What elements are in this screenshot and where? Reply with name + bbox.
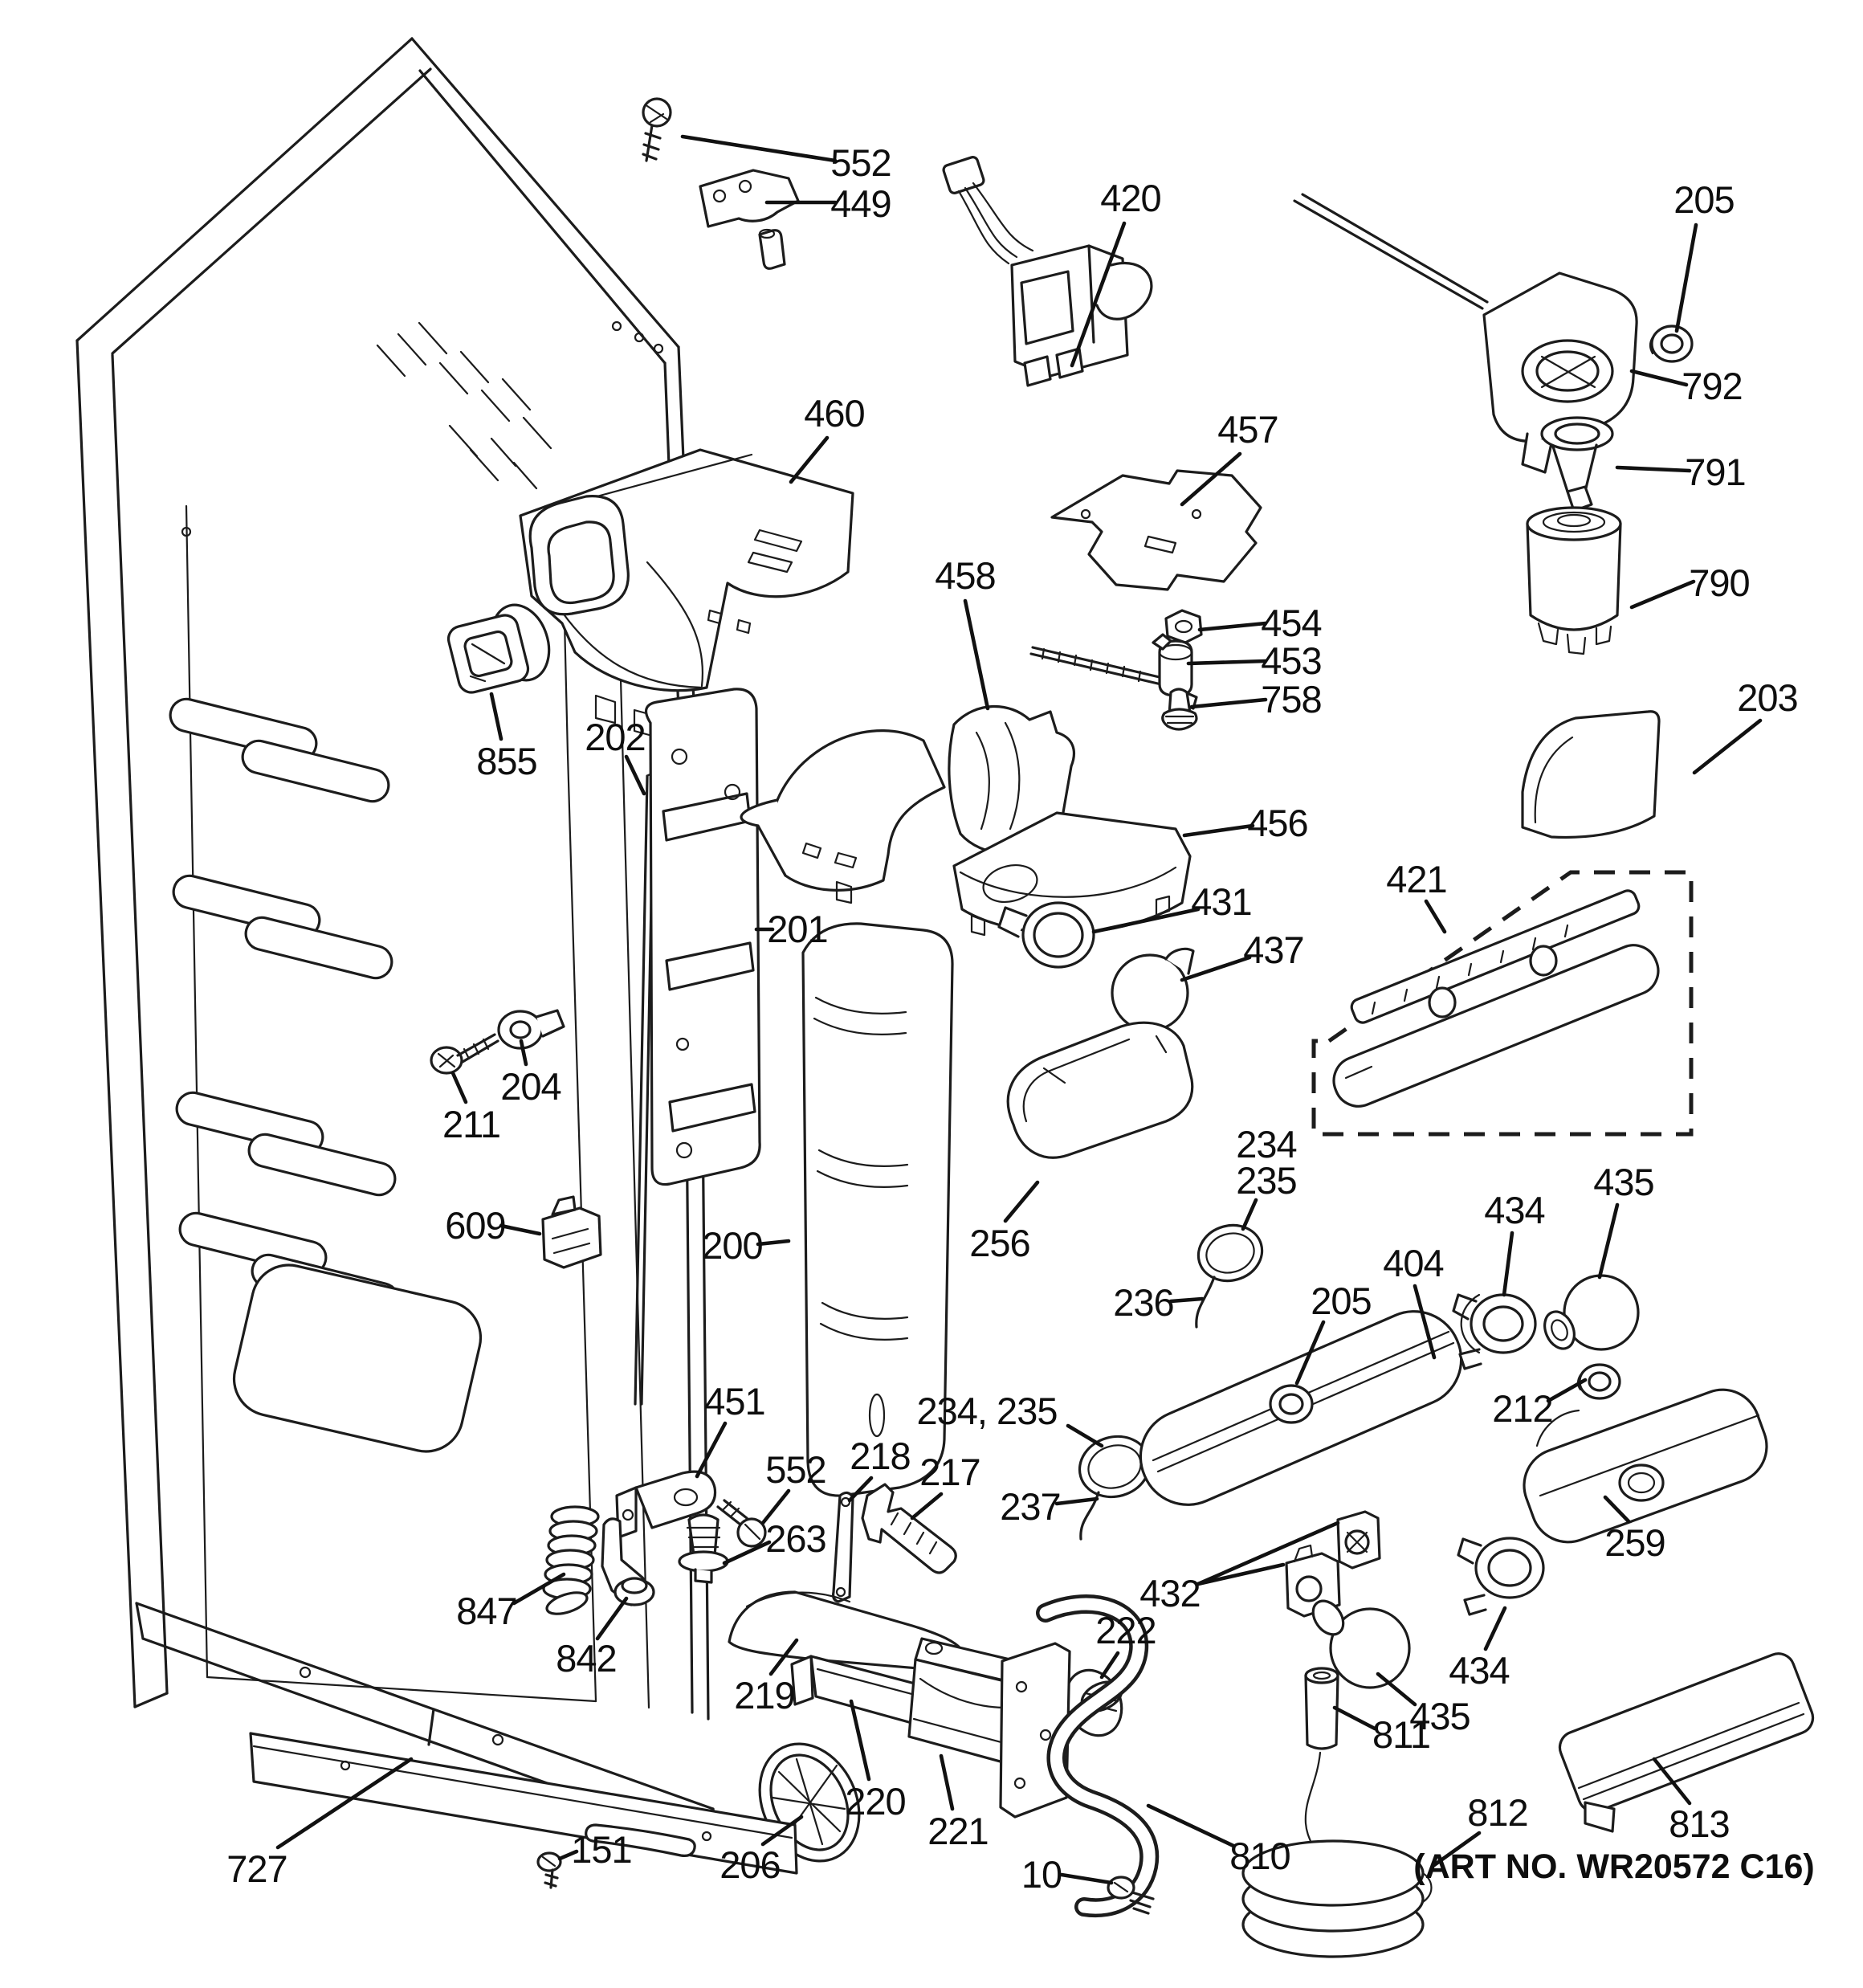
leader-line [1102, 1653, 1118, 1677]
part-460-air-duct-drawing [520, 450, 853, 736]
part-552-screw-top-drawing [643, 99, 671, 161]
leader-line [912, 1494, 941, 1518]
part-label-458 [935, 554, 995, 708]
leader-line [1632, 371, 1686, 385]
leader-line [791, 438, 827, 482]
part-205-grommet-mid-drawing [1270, 1386, 1312, 1423]
part-number-text: 212 [1492, 1387, 1553, 1430]
part-727-panel-drawing [251, 1733, 797, 1873]
part-number-text: 404 [1383, 1242, 1444, 1284]
leader-line [1548, 1380, 1585, 1401]
part-label-204 [500, 1041, 561, 1108]
part-435-bulb-upper-drawing [1539, 1276, 1638, 1353]
part-label-453 [1188, 639, 1322, 682]
part-number-text: 217 [919, 1451, 980, 1493]
part-number-text: 758 [1261, 678, 1322, 720]
part-label-552 [763, 1448, 826, 1523]
art-number-text: (ART NO. WR20572 C16) [1413, 1847, 1815, 1886]
part-number-text: 791 [1685, 451, 1746, 493]
part-label-200 [702, 1224, 789, 1267]
leader-line [1600, 1205, 1617, 1277]
part-number-text: 437 [1243, 929, 1304, 971]
part-label-201 [756, 908, 828, 950]
part-number-text: 813 [1669, 1802, 1730, 1845]
part-number-text: 219 [734, 1674, 795, 1717]
part-label-256 [969, 1182, 1037, 1264]
leader-line [1184, 826, 1253, 835]
part-number-text: 432 [1139, 1572, 1201, 1614]
part-number-text: 855 [476, 740, 537, 782]
part-label-421 [1386, 858, 1446, 932]
part-label-211 [442, 1073, 500, 1145]
part-217-auger-drawing [862, 1484, 956, 1573]
leader-line [1198, 1565, 1283, 1584]
leader-line [453, 1073, 466, 1102]
part-number-text: 847 [456, 1590, 517, 1632]
part-236-wire-ring-drawing [1192, 1218, 1269, 1327]
leader-line [1632, 582, 1694, 607]
part-label-237 [1000, 1485, 1097, 1528]
part-label-151 [560, 1828, 632, 1871]
part-label-217 [912, 1451, 980, 1518]
leader-line [1057, 1499, 1097, 1504]
part-label-811 [1335, 1708, 1430, 1756]
part-label-203 [1694, 676, 1798, 773]
part-431-collar-drawing [999, 903, 1094, 967]
part-label-435 [1593, 1161, 1653, 1277]
leader-line [1188, 661, 1266, 663]
part-label-437 [1182, 929, 1304, 980]
leader-line [965, 601, 988, 708]
leader-line [683, 137, 835, 161]
part-number-text: 609 [445, 1204, 506, 1247]
leader-line [626, 757, 644, 794]
part-609-switch-drawing [543, 1197, 601, 1268]
part-number-text: 456 [1247, 802, 1308, 844]
part-label-235 [1236, 1159, 1296, 1229]
part-number-text: 205 [1311, 1280, 1372, 1322]
part-number-text: 200 [702, 1224, 763, 1267]
part-number-text: 811 [1372, 1713, 1430, 1756]
part-number-text: 237 [1000, 1485, 1061, 1528]
part-label-847 [456, 1574, 564, 1632]
part-number-text: 790 [1689, 561, 1750, 604]
part-791-filter-cup-drawing [1542, 418, 1612, 511]
part-thermostat-rod-drawing [1031, 647, 1163, 684]
part-218-rod-drawing [834, 1492, 853, 1602]
part-number-text: 792 [1682, 365, 1743, 407]
part-label-855 [476, 694, 536, 782]
part-number-text: 810 [1229, 1835, 1290, 1877]
part-number-text: 235 [1236, 1159, 1297, 1202]
leader-line [1677, 225, 1696, 331]
leader-line [1200, 623, 1266, 630]
part-label-212 [1492, 1380, 1585, 1430]
part-number-text: 460 [804, 392, 865, 435]
leader-line [697, 1423, 725, 1476]
part-number-text: 552 [830, 141, 891, 184]
leader-line [501, 1226, 540, 1234]
part-457-shield-plate-drawing [1052, 471, 1261, 590]
part-label-434 [1449, 1608, 1509, 1692]
part-label-758 [1192, 678, 1322, 720]
part-number-text: 204 [500, 1065, 561, 1108]
part-number-text: 435 [1593, 1161, 1654, 1203]
part-number-text: 842 [556, 1637, 617, 1680]
part-label-205 [1673, 178, 1734, 331]
leader-line [1068, 1426, 1102, 1446]
part-number-text: 206 [720, 1843, 781, 1886]
part-203-filter-cover-drawing [1523, 712, 1659, 838]
leader-line [1192, 700, 1266, 707]
leader-line [1486, 1608, 1505, 1649]
leader-line [1617, 467, 1690, 471]
part-number-text: 421 [1386, 858, 1447, 900]
leader-line [597, 1598, 626, 1639]
part-number-text: 454 [1261, 602, 1322, 644]
part-label-791 [1617, 451, 1746, 493]
part-454-nut-drawing [1166, 610, 1201, 643]
part-number-text: 435 [1409, 1695, 1470, 1737]
part-label-236 [1113, 1281, 1202, 1324]
part-421-rail-module-drawing [1314, 872, 1691, 1134]
leader-line [851, 1701, 869, 1779]
part-number-text: 451 [704, 1380, 765, 1423]
part-151-screw-drawing [538, 1853, 561, 1888]
part-filter-tube-drawing [1294, 194, 1487, 308]
part-number-text: 202 [585, 716, 646, 758]
part-790-filter-cartridge-drawing [1527, 508, 1620, 654]
part-label-460 [791, 392, 865, 482]
leader-line [1694, 720, 1760, 773]
part-number-text: 434 [1484, 1189, 1545, 1231]
part-label-609 [445, 1204, 540, 1247]
part-449-hinge-bracket-drawing [700, 170, 798, 268]
part-number-text: 236 [1113, 1281, 1174, 1324]
part-label-221 [927, 1756, 988, 1852]
part-434-socket-upper-drawing [1453, 1295, 1535, 1369]
part-number-text: 259 [1604, 1521, 1665, 1564]
part-number-text: 201 [767, 908, 828, 950]
part-204-spacer-drawing [499, 1010, 564, 1048]
part-number-text: 234, 235 [916, 1390, 1058, 1432]
part-211-screw-drawing [431, 1035, 498, 1073]
leader-line [1005, 1182, 1037, 1221]
leader-line [1062, 1875, 1111, 1883]
part-number-text: 812 [1467, 1791, 1528, 1834]
part-label-451 [697, 1380, 765, 1476]
part-number-text: 211 [442, 1103, 500, 1145]
part-number-text: 449 [830, 182, 891, 225]
leader-line [491, 694, 501, 739]
part-number-text: 727 [226, 1847, 287, 1890]
part-847-spring-drawing [544, 1507, 598, 1618]
part-label-790 [1632, 561, 1750, 607]
part-number-text: 10 [1021, 1853, 1062, 1896]
part-205-grommet-top-drawing [1650, 326, 1692, 361]
part-number-text: 203 [1737, 676, 1798, 719]
part-label-202 [585, 716, 645, 794]
leader-line [1426, 901, 1445, 932]
part-label-456 [1184, 802, 1308, 844]
part-label-792 [1632, 365, 1743, 407]
part-855-grommet-drawing [446, 598, 558, 696]
leader-line [1171, 1299, 1202, 1301]
part-label-434 [1484, 1189, 1544, 1295]
part-434-socket-lower-drawing [1458, 1538, 1543, 1614]
part-number-text: 234 [1236, 1123, 1297, 1165]
leader-line [1148, 1806, 1233, 1846]
part-number-text: 458 [935, 554, 996, 597]
part-number-text: 434 [1449, 1649, 1510, 1692]
part-number-text: 256 [969, 1222, 1030, 1264]
part-437-bulb-drawing [1112, 949, 1193, 1031]
part-552-screw-lower-drawing [718, 1500, 765, 1546]
part-number-text: 457 [1217, 408, 1278, 451]
part-number-text: 420 [1100, 177, 1161, 219]
part-256-cover-drawing [1008, 1023, 1192, 1157]
part-number-text: 220 [845, 1780, 906, 1823]
part-263-nipple-drawing [679, 1515, 728, 1582]
part-number-text: 151 [571, 1828, 632, 1871]
part-number-text: 218 [850, 1435, 911, 1477]
part-label-10 [1021, 1853, 1111, 1896]
leader-line [1243, 1200, 1256, 1229]
part-number-text: 263 [765, 1517, 826, 1560]
leader-line [1504, 1233, 1512, 1295]
part-label-454 [1200, 602, 1322, 644]
part-number-text: 453 [1261, 639, 1322, 682]
leader-line [941, 1756, 952, 1809]
part-number-text: 222 [1095, 1609, 1156, 1651]
part-811-tube-drawing [1306, 1668, 1338, 1868]
part-number-text: 431 [1191, 880, 1252, 923]
part-number-text: 221 [927, 1810, 989, 1852]
leader-line [1335, 1708, 1375, 1729]
part-number-text: 205 [1673, 178, 1735, 221]
part-432-switch-b-drawing [1338, 1512, 1380, 1568]
part-air-tower-funnel-drawing [741, 731, 944, 903]
part-label-810 [1148, 1806, 1290, 1877]
part-number-text: 552 [765, 1448, 826, 1491]
part-201-bracket-drawing [646, 689, 760, 1185]
